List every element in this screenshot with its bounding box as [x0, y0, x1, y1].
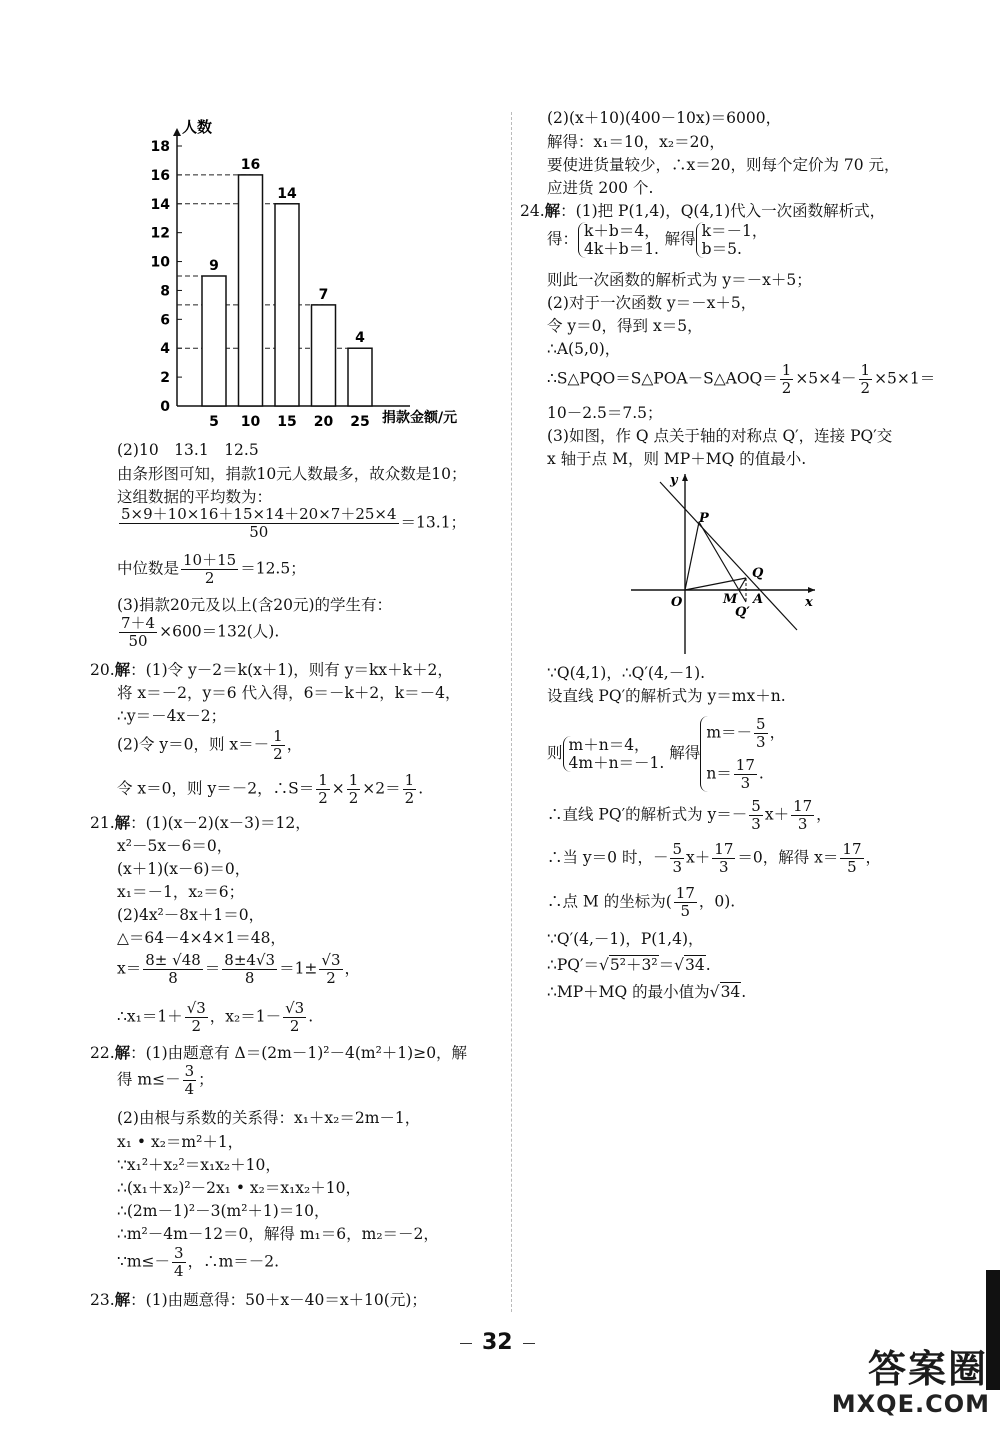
q19-mean: $\frac{5\times 9+10\times 16+15\times 14+20\times 7+25\times 4}{50}$ ＝13.1；	[121, 505, 467, 541]
fraction: $\frac{7+4}{50}$	[121, 614, 156, 650]
q19-line: 由条形图可知，捐款10元人数最多，故众数是10；	[117, 465, 467, 483]
chart-bar	[202, 276, 226, 406]
chart-y-tick-label: 16	[150, 167, 170, 184]
graph-label-M: M	[723, 592, 738, 607]
chart-y-tick-label: 8	[160, 283, 170, 300]
y-axis-arrow	[682, 474, 688, 481]
q21-line: x₁＝－1，x₂＝6；	[117, 883, 245, 901]
chart-y-tick-label: 0	[160, 399, 170, 415]
fraction: $\frac{1}{2}$	[404, 771, 415, 807]
q24-line: 设直线 PQ′的解析式为 y＝mx＋n.	[547, 687, 786, 705]
page-number: 32	[450, 1330, 545, 1355]
chart-data-label: 14	[277, 185, 297, 202]
q24-line: 则此一次函数的解析式为 y＝－x＋5；	[547, 271, 812, 289]
q24-line: ∴MP＋MQ 的最小值为√34.	[547, 983, 747, 1001]
q22-line: 得 m≤－ $\frac{3}{4}$ ；	[117, 1062, 214, 1098]
graph-label-A: A	[753, 592, 764, 607]
fraction: $\frac{8\pm 4√3}{8}$	[224, 951, 276, 987]
q21-line: △＝64－4×4×1＝48，	[117, 929, 286, 947]
q19-line: 这组数据的平均数为：	[117, 488, 273, 506]
q21-line: x²－5x－6＝0，	[117, 837, 233, 855]
graph-label-y: y	[670, 473, 678, 488]
segment-QM	[739, 578, 746, 590]
q24-system: 得： k＋b＝4， 4k＋b＝1. 解得 k＝－1， b＝5.	[547, 222, 768, 258]
q24-line: (2)对于一次函数 y＝－x＋5，	[547, 294, 757, 312]
q22-line: ∴(2m－1)²－3(m²＋1)＝10，	[117, 1202, 330, 1220]
q24-line: ∴A(5,0)，	[547, 340, 621, 358]
chart-bar	[348, 348, 372, 406]
q24-system2: 则 m＋n＝4， 4m＋n＝－1. 解得 m＝－ $\frac{5}{3}$ ， n＝ $\frac{17}{3}$ .	[547, 715, 786, 792]
fraction: $\frac{8\pm √48}{8}$	[145, 951, 201, 987]
fraction: $\frac{1}{2}$	[860, 361, 871, 397]
fraction: $\frac{17}{3}$	[714, 840, 734, 876]
fraction: $\frac{1}{2}$	[318, 771, 328, 807]
q20-line: ∴y＝－4x－2；	[117, 707, 227, 725]
q21-line: x＝ $\frac{8\pm √48}{8}$ ＝ $\frac{8\pm 4√3}{8}$ ＝1± $\frac{√3}{2}$ ，	[117, 951, 361, 987]
equation-system: m＋n＝4， 4m＋n＝－1.	[563, 736, 665, 772]
fraction: $\frac{1}{2}$	[781, 361, 792, 397]
chart-y-tick-label: 14	[150, 196, 170, 213]
q23-line: 解得：x₁＝10，x₂＝20，	[547, 133, 725, 151]
q24-line: 10－2.5＝7.5；	[547, 404, 663, 422]
chart-bar	[312, 305, 336, 406]
q24-line: ∴PQ′＝√5²＋3²＝√34.	[547, 956, 711, 974]
q22-line: ∴m²－4m－12＝0，解得 m₁＝6，m₂＝－2，	[117, 1225, 439, 1243]
chart-y-tick-label: 6	[160, 312, 170, 329]
chart-data-label: 16	[240, 156, 261, 173]
fraction: $\frac{√3}{2}$	[321, 951, 341, 987]
q20-line: 将 x＝－2，y＝6 代入得，6＝－k＋2，k＝－4，	[117, 684, 461, 702]
chart-ylabel: 人数	[182, 118, 213, 136]
fraction: $\frac{17}{5}$	[842, 840, 862, 876]
q22-line: ∵x₁²＋x₂²＝x₁x₂＋10，	[117, 1156, 281, 1174]
q24-line: ∴当 y＝0 时，－ $\frac{5}{3}$ x＋ $\frac{17}{3}$ ＝0，解得 x＝ $\frac{17}{5}$ ，	[547, 840, 882, 876]
fraction: $\frac{10+15}{2}$	[183, 551, 237, 587]
graph-label-O: O	[671, 595, 683, 610]
fraction: $\frac{1}{2}$	[348, 771, 359, 807]
q19-result: $\frac{7+4}{50}$ ×600＝132(人).	[121, 614, 280, 650]
q22-line1: 22.解：(1)由题意有 Δ＝(2m－1)²－4(m²＋1)≥0，解	[90, 1044, 468, 1062]
q23-line: 要使进货量较少，∴x＝20，则每个定价为 70 元，	[547, 156, 900, 174]
q20-line: 令 x＝0，则 y＝－2，∴S＝ $\frac{1}{2}$ × $\frac{1}{2}$ ×2＝ $\frac{1}{2}$ .	[117, 771, 424, 807]
chart-data-label: 4	[355, 330, 365, 347]
q21-line: ∴x₁＝1＋ $\frac{√3}{2}$ ，x₂＝1－ $\frac{√3}{2}$ .	[117, 999, 314, 1035]
segment-OQ	[685, 578, 746, 590]
column-divider	[511, 112, 512, 1312]
chart-data-label: 9	[209, 258, 219, 274]
segment-PO	[685, 522, 699, 590]
chart-data-label: 7	[318, 286, 329, 303]
fraction: $\frac{5\times 9+10\times 16+15\times 14+20\times 7+25\times 4}{50}$	[121, 505, 397, 541]
chart-bar	[239, 175, 263, 406]
equation-system: k＝－1， b＝5.	[696, 222, 768, 258]
chart-x-tick-label: 20	[313, 414, 334, 430]
chart-y-axis-arrow	[173, 128, 181, 136]
q23-line: (2)(x＋10)(400－10x)＝6000，	[547, 109, 782, 127]
q21-line: (x＋1)(x－6)＝0，	[117, 860, 251, 878]
fraction: $\frac{3}{4}$	[184, 1062, 195, 1098]
chart-x-tick-label: 10	[240, 414, 261, 430]
q23-line: 应进货 200 个.	[547, 179, 654, 197]
coordinate-graph	[625, 470, 825, 660]
fraction: $\frac{√3}{2}$	[186, 999, 206, 1035]
chart-x-tick-label: 25	[350, 414, 370, 430]
bar-chart	[120, 110, 480, 430]
watermark-logo: 答案圈	[867, 1347, 988, 1391]
chart-y-tick-label: 12	[150, 225, 170, 242]
q22-line: ∴(x₁＋x₂)²－2x₁ • x₂＝x₁x₂＋10，	[117, 1179, 361, 1197]
q20-line: (2)令 y＝0，则 x＝－ $\frac{1}{2}$ ，	[117, 727, 303, 763]
q24-line1: 24.解：(1)把 P(1,4)，Q(4,1)代入一次函数解析式，	[520, 202, 886, 220]
fraction: $\frac{5}{3}$	[672, 840, 683, 876]
q22-line: (2)由根与系数的关系得：x₁＋x₂＝2m－1，	[117, 1109, 421, 1127]
q19-part3: (3)捐款20元及以上(含20元)的学生有：	[117, 596, 392, 614]
graph-label-x: x	[805, 595, 813, 610]
q24-line: ∵Q′(4,－1)，P(1,4)，	[547, 930, 704, 948]
page-edge-shadow	[986, 1270, 1000, 1390]
q21-line: (2)4x²－8x＋1＝0，	[117, 906, 265, 924]
chart-x-tick-label: 15	[277, 414, 297, 430]
q19-median: 中位数是 $\frac{10+15}{2}$ ＝12.5；	[117, 551, 306, 587]
fraction: $\frac{3}{4}$	[174, 1244, 184, 1280]
watermark-url: MXQE.COM	[831, 1390, 990, 1418]
graph-label-Q: Q	[752, 566, 764, 581]
q24-line: x 轴于点 M，则 MP＋MQ 的值最小.	[547, 450, 807, 468]
q24-line: ∵Q(4,1)，∴Q′(4,－1).	[547, 664, 706, 682]
chart-bar	[275, 204, 299, 406]
chart-x-tick-label: 5	[209, 414, 219, 430]
fraction: $\frac{17}{5}$	[675, 884, 695, 920]
fraction: $\frac{√3}{2}$	[285, 999, 305, 1035]
fraction: $\frac{5}{3}$	[751, 797, 761, 833]
chart-bars	[202, 175, 372, 406]
chart-y-tick-label: 2	[160, 370, 170, 387]
x-axis-arrow	[808, 587, 815, 593]
chart-xlabel: 捐款金额/元	[382, 410, 458, 426]
fraction: $\frac{5}{3}$	[756, 715, 766, 751]
q20-line1: 20.解：(1)令 y－2＝k(x＋1)，则有 y＝kx＋k＋2，	[90, 661, 453, 679]
q22-line: x₁ • x₂＝m²＋1，	[117, 1133, 244, 1151]
fraction: $\frac{17}{3}$	[793, 797, 813, 833]
fraction: $\frac{1}{2}$	[273, 727, 283, 763]
q24-line: 令 y＝0，得到 x＝5，	[547, 317, 703, 335]
q21-line1: 21.解：(1)(x－2)(x－3)＝12，	[90, 814, 311, 832]
chart-y-tick-label: 10	[150, 254, 170, 271]
q24-line: ∴点 M 的坐标为( $\frac{17}{5}$ ，0).	[547, 884, 736, 920]
q23-line1: 23.解：(1)由题意得：50＋x－40＝x＋10(元)；	[90, 1291, 427, 1309]
chart-y-tick-label: 4	[160, 341, 170, 358]
fraction: $\frac{17}{3}$	[735, 756, 755, 792]
graph-label-Qprime: Q′	[735, 605, 750, 620]
chart-y-tick-label: 18	[150, 139, 170, 155]
q24-line: ∴S△PQO＝S△POA－S△AOQ＝ $\frac{1}{2}$ ×5×4－ $\frac{1}{2}$ ×5×1＝	[547, 361, 936, 397]
equation-system: m＝－ $\frac{5}{3}$ ， n＝ $\frac{17}{3}$ .	[700, 716, 785, 792]
q24-line: ∴直线 PQ′的解析式为 y＝－ $\frac{5}{3}$ x＋ $\frac{17}{3}$ ，	[547, 797, 832, 833]
graph-label-P: P	[699, 511, 709, 526]
q22-line: ∵m≤－ $\frac{3}{4}$ ，∴m＝－2.	[117, 1244, 280, 1280]
q19-part2: (2)10 13.1 12.5	[117, 441, 259, 459]
q24-line: (3)如图，作 Q 点关于轴的对称点 Q′，连接 PQ′交	[547, 427, 893, 445]
equation-system: k＋b＝4， 4k＋b＝1.	[578, 222, 660, 258]
